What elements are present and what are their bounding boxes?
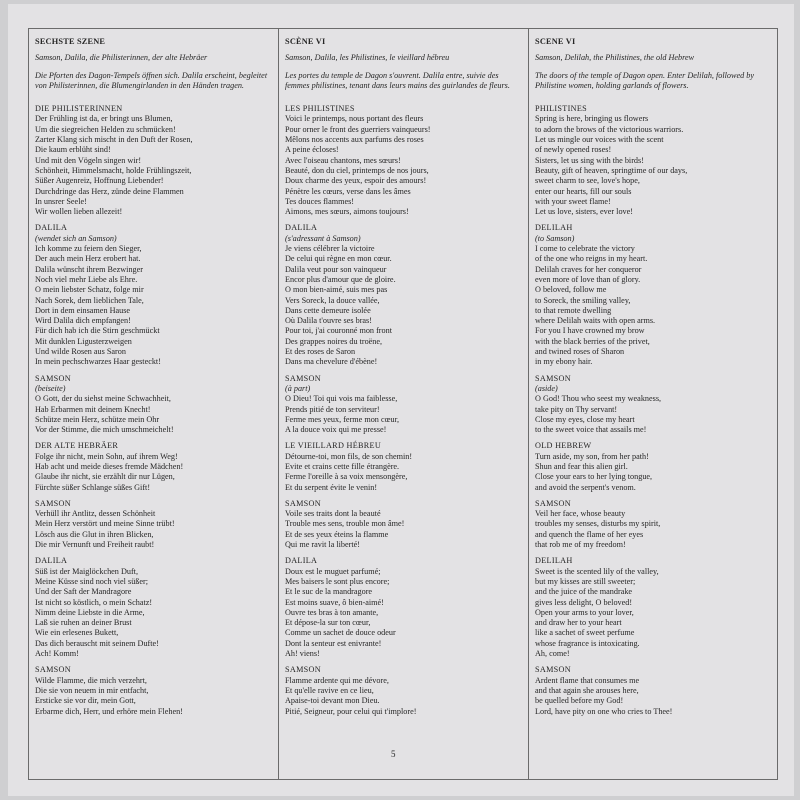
verse-line: be quelled before my God! [535,696,624,706]
aside-direction: (wendet sich an Samson) [35,233,117,243]
verse-line: Comme un sachet de douce odeur [285,628,396,638]
verse-line: Et de ses yeux éteins la flamme [285,529,389,539]
verse-line: with your sweet flame! [535,196,611,206]
stage-direction: Les portes du temple de Dagon s'ouvrent. Dalila entre, suivie des femmes philistines, tenant dans leurs mains des guirlandes de fleurs. [285,70,510,90]
verse-line: Close my eyes, close my heart [535,414,635,424]
aside-direction: (s'adressant à Samson) [285,233,361,243]
verse-line: to Soreck, the smiling valley, [535,295,631,305]
verse-line: Voile ses traits dont la beauté [285,509,381,519]
scene-heading: SCÈNE VI [285,37,326,46]
verse-line: Doux est le muguet parfumé; [285,566,381,576]
cast-list: Samson, Dalila, die Philisterinnen, der alte Hebräer [35,53,208,63]
verse-line: and quench the flame of her eyes [535,529,644,539]
verse-line: Turn aside, my son, from her path! [535,451,649,461]
verse-line: of newly opened roses! [535,145,612,155]
verse-line: gives less delight, O beloved! [535,597,633,607]
speaker-name: SAMSON [35,373,71,383]
verse-line: Noch viel mehr Liebe als Ehre. [35,274,138,284]
speaker-name: DALILA [35,556,68,566]
verse-line: Et des roses de Saron [285,347,356,357]
verse-line: Dans ma chevelure d'ébène! [285,357,378,367]
verse-line: Mes baisers le sont plus encore; [285,576,390,586]
verse-line: where Delilah waits with open arms. [535,316,656,326]
verse-line: Vor der Stimme, die mich umschmeichelt! [35,425,174,435]
speech-block [285,665,522,716]
verse-line: Dalila veut pour son vainqueur [285,264,387,274]
verse-line: Hab Erbarmen mit deinem Knecht! [35,404,151,414]
verse-line: Fürchte süßer Schlange süßes Gift! [35,482,151,492]
verse-line: but my kisses are still sweeter; [535,576,636,586]
verse-line: Beauté, don du ciel, printemps de nos jours, [285,165,429,175]
verse-line: with the black berries of the privet, [535,336,650,346]
verse-line: Encor plus d'amour que de gloire. [285,274,396,284]
verse-line: Spring is here, bringing us flowers [535,114,649,124]
verse-line: Wie ein erlesenes Bukett, [35,628,119,638]
speaker-name: LE VIEILLARD HÉBREU [285,441,382,451]
speech-block [35,223,272,367]
verse-line: Prends pitié de ton serviteur! [285,404,380,414]
verse-line: Um die siegreichen Helden zu schmücken! [35,124,176,134]
aside-direction: (to Samson) [535,233,575,243]
verse-line: Laß sie ruhen an deiner Brust [35,618,132,628]
stage-direction: The doors of the temple of Dagon open. Enter Delilah, followed by Philistine women, holding garlands of flowers. [535,70,754,90]
verse-line: Erbarme dich, Herr, und erhöre mein Flehen! [35,706,183,716]
page-number: 5 [391,749,396,759]
verse-line: O Gott, der du siehst meine Schwachheit, [35,394,171,404]
speaker-name: DALILA [285,223,318,233]
speaker-name: SAMSON [535,665,571,675]
verse-line: Und mit den Vögeln singen wir! [35,155,142,165]
speaker-name: PHILISTINES [535,104,587,114]
verse-line: O Dieu! Toi qui vois ma faiblesse, [285,394,398,404]
scene-heading: SECHSTE SZENE [35,37,106,46]
speech-block [35,556,272,659]
speaker-name: DELILAH [535,556,573,566]
verse-line: to the sweet voice that assails me! [535,425,647,435]
speech-block [535,665,771,716]
verse-line: Et dépose-la sur ton cœur, [285,618,371,628]
verse-line: Meine Küsse sind noch viel süßer; [35,576,149,586]
verse-line: Avec l'oiseau chantons, mes sœurs! [285,155,401,165]
verse-line: Delilah craves for her conqueror [535,264,642,274]
verse-line: Close your ears to her lying tongue, [535,472,653,482]
verse-line: and twined roses of Sharon [535,347,625,357]
text-frame [28,28,778,780]
verse-line: Détourne-toi, mon fils, de son chemin! [285,451,413,461]
column-french [279,29,529,779]
verse-line: Ersticke sie vor dir, mein Gott, [35,696,136,706]
verse-line: Qui me ravit la liberté! [285,540,361,550]
verse-line: Ist nicht so köstlich, o mein Schatz! [35,597,153,607]
verse-line: Où Dalila t'ouvre ses bras! [285,316,372,326]
verse-line: Flamme ardente qui me dévore, [285,675,389,685]
verse-line: Das dich berauscht mit seinem Dufte! [35,638,159,648]
verse-line: Apaise-toi devant mon Dieu. [285,696,380,706]
speaker-name: SAMSON [535,498,571,508]
speech-block [535,499,771,550]
verse-line: Aimons, mes sœurs, aimons toujours! [285,207,409,217]
verse-line: Ah, come! [535,649,570,659]
verse-line: Est moins suave, ô bien-aimé! [285,597,384,607]
verse-line: of the one who reigns in my heart. [535,254,648,264]
speaker-name: OLD HEBREW [535,441,592,451]
verse-line: Ferme l'oreille à sa voix mensongère, [285,472,408,482]
speaker-name: SAMSON [535,373,571,383]
verse-line: De celui qui règne en mon cœur. [285,254,392,264]
verse-line: Des grappes noires du troëne, [285,336,383,346]
verse-line: Der Frühling ist da, er bringt uns Blumen, [35,114,173,124]
speech-block [285,441,522,492]
verse-line: Nach Sorek, dem lieblichen Tale, [35,295,144,305]
speech-block [535,223,771,367]
verse-line: Ich komme zu feiern den Sieger, [35,244,142,254]
verse-line: Let us mingle our voices with the scent [535,135,664,145]
verse-line: sweet charm to see, love's hope, [535,176,640,186]
verse-line: Mêlons nos accents aux parfums des roses [285,135,424,145]
speaker-name: SAMSON [285,665,321,675]
verse-line: and the juice of the mandrake [535,587,633,597]
speaker-name: DER ALTE HEBRÄER [35,441,119,451]
verse-line: Ah! viens! [285,649,320,659]
verse-line: Süßer Augenreiz, Hoffnung Liebender! [35,176,164,186]
verse-line: Lösch aus die Glut in ihren Blicken, [35,529,154,539]
verse-line: Veil her face, whose beauty [535,509,626,519]
speech-block [285,499,522,550]
speaker-name: DALILA [285,556,318,566]
verse-line: O mon bien-aimé, suis mes pas [285,285,388,295]
verse-line: Wird Dalila dich empfangen! [35,316,131,326]
verse-line: Die sie von neuem in mir entfacht, [35,685,149,695]
verse-line: Ach! Komm! [35,649,79,659]
verse-line: Et qu'elle ravive en ce lieu, [285,685,374,695]
verse-line: Dalila wünscht ihrem Bezwinger [35,264,143,274]
verse-line: Die mir Vernunft und Freiheit raubt! [35,540,155,550]
speaker-name: SAMSON [35,665,71,675]
verse-line: Süß ist der Maiglöckchen Duft, [35,566,139,576]
verse-line: O beloved, follow me [535,285,607,295]
verse-line: Trouble mes sens, trouble mon âme! [285,519,405,529]
aside-direction: (à part) [285,383,311,393]
verse-line: in my ebony hair. [535,357,593,367]
speaker-name: SAMSON [35,498,71,508]
verse-line: A la douce voix qui me presse! [285,425,387,435]
verse-line: Sweet is the scented lily of the valley, [535,566,659,576]
verse-line: For you I have crowned my brow [535,326,645,336]
verse-line: Die kaum erblüht sind! [35,145,111,155]
speech-block [285,374,522,436]
verse-line: troubles my senses, disturbs my spirit, [535,519,661,529]
column-english [529,29,777,779]
verse-line: Let us love, sisters, ever love! [535,207,633,217]
verse-line: Nimm deine Liebste in die Arme, [35,607,145,617]
verse-line: Pour toi, j'ai couronné mon front [285,326,392,336]
booklet-page [8,4,794,796]
verse-line: Wilde Flamme, die mich verzehrt, [35,675,147,685]
speaker-name: SAMSON [285,373,321,383]
verse-line: Schütze mein Herz, schütze mein Ohr [35,414,160,424]
verse-line: In unsrer Seele! [35,196,87,206]
verse-line: Verhüll ihr Antlitz, dessen Schönheit [35,509,156,519]
verse-line: even more of love than of glory. [535,274,641,284]
verse-line: Sisters, let us sing with the birds! [535,155,644,165]
verse-line: Und wilde Rosen aus Saron [35,347,126,357]
speech-block [35,104,272,217]
speech-block [535,104,771,217]
stage-direction: Die Pforten des Dagon-Tempels öffnen sich. Dalila erscheint, begleitet von Philisterinnen, die Blumengirlanden in den Händen tragen. [35,70,268,90]
cast-list: Samson, Delilah, the Philistines, the old Hebrew [535,53,695,63]
verse-line: In mein pechschwarzes Haar gesteckt! [35,357,161,367]
speaker-name: DELILAH [535,223,573,233]
speech-block [35,499,272,550]
verse-line: like a sachet of sweet perfume [535,628,635,638]
verse-line: Pénètre les cœurs, verse dans les âmes [285,186,411,196]
verse-line: and that again she arouses here, [535,685,639,695]
verse-line: Der auch mein Herz erobert hat. [35,254,141,264]
verse-line: Dort in dem einsamen Hause [35,305,131,315]
verse-line: Vers Soreck, la douce vallée, [285,295,380,305]
verse-line: Tes douces flammes! [285,196,354,206]
verse-line: and avoid the serpent's venom. [535,482,636,492]
verse-line: I come to celebrate the victory [535,244,635,254]
speaker-name: LES PHILISTINES [285,104,355,114]
verse-line: and draw her to your heart [535,618,622,628]
verse-line: Beauty, gift of heaven, springtime of our days, [535,165,688,175]
verse-line: Dans cette demeure isolée [285,305,371,315]
speech-block [285,223,522,367]
verse-line: Wir wollen lieben allezeit! [35,207,123,217]
verse-line: Mein Herz verstört und meine Sinne trübt! [35,519,175,529]
verse-line: Doux charme des yeux, espoir des amours! [285,176,427,186]
verse-line: Ouvre tes bras à ton amante, [285,607,379,617]
aside-direction: (beiseite) [35,383,66,393]
verse-line: A peine écloses! [285,145,339,155]
verse-line: take pity on Thy servant! [535,404,618,414]
cast-list: Samson, Dalila, les Philistines, le vieillard hébreu [285,53,450,63]
speech-block [35,665,272,716]
verse-line: Lord, have pity on one who cries to Thee! [535,706,673,716]
speech-block [285,104,522,217]
verse-line: Glaube ihr nicht, sie erzählt dir nur Lügen, [35,472,175,482]
verse-line: Für dich hab ich die Stirn geschmückt [35,326,160,336]
verse-line: that rob me of my freedom! [535,540,626,550]
verse-line: Voici le printemps, nous portant des fleurs [285,114,424,124]
speech-block [535,441,771,492]
speaker-name: DIE PHILISTERINNEN [35,104,123,114]
verse-line: Open your arms to your lover, [535,607,634,617]
verse-line: Ferme mes yeux, ferme mon cœur, [285,414,400,424]
verse-line: Je viens célébrer la victoire [285,244,375,254]
scene-heading: SCENE VI [535,37,576,46]
verse-line: Folge ihr nicht, mein Sohn, auf ihrem Weg! [35,451,178,461]
verse-line: Evite et crains cette fille étrangère. [285,461,400,471]
verse-line: O God! Thou who seest my weakness, [535,394,662,404]
speech-block [35,374,272,436]
verse-line: Mit dunklen Ligusterzweigen [35,336,132,346]
verse-line: enter our hearts, fill our souls [535,186,632,196]
verse-line: Hab acht und meide dieses fremde Mädchen! [35,461,184,471]
verse-line: Und der Saft der Mandragore [35,587,132,597]
speech-block [535,374,771,436]
speech-block [35,441,272,492]
verse-line: Shun and fear this alien girl. [535,461,628,471]
speaker-name: DALILA [35,223,68,233]
speaker-name: SAMSON [285,498,321,508]
verse-line: Pitié, Seigneur, pour celui qui t'implore! [285,706,417,716]
verse-line: Ardent flame that consumes me [535,675,640,685]
verse-line: Et le suc de la mandragore [285,587,373,597]
verse-line: to that remote dwelling [535,305,612,315]
speech-block [285,556,522,659]
aside-direction: (aside) [535,383,558,393]
verse-line: Dont la senteur est enivrante! [285,638,382,648]
verse-line: Schönheit, Himmelsmacht, holde Frühlingszeit, [35,165,192,175]
verse-line: O mein liebster Schatz, folge mir [35,285,144,295]
verse-line: Pour orner le front des guerriers vainqueurs! [285,124,431,134]
verse-line: to adorn the brows of the victorious warriors. [535,124,684,134]
verse-line: Durchdringe das Herz, zünde deine Flammen [35,186,184,196]
verse-line: Et du serpent évite le venin! [285,482,378,492]
verse-line: Zarter Klang sich mischt in den Duft der Rosen, [35,135,193,145]
column-german [29,29,279,779]
speech-block [535,556,771,659]
verse-line: whose fragrance is intoxicating. [535,638,640,648]
